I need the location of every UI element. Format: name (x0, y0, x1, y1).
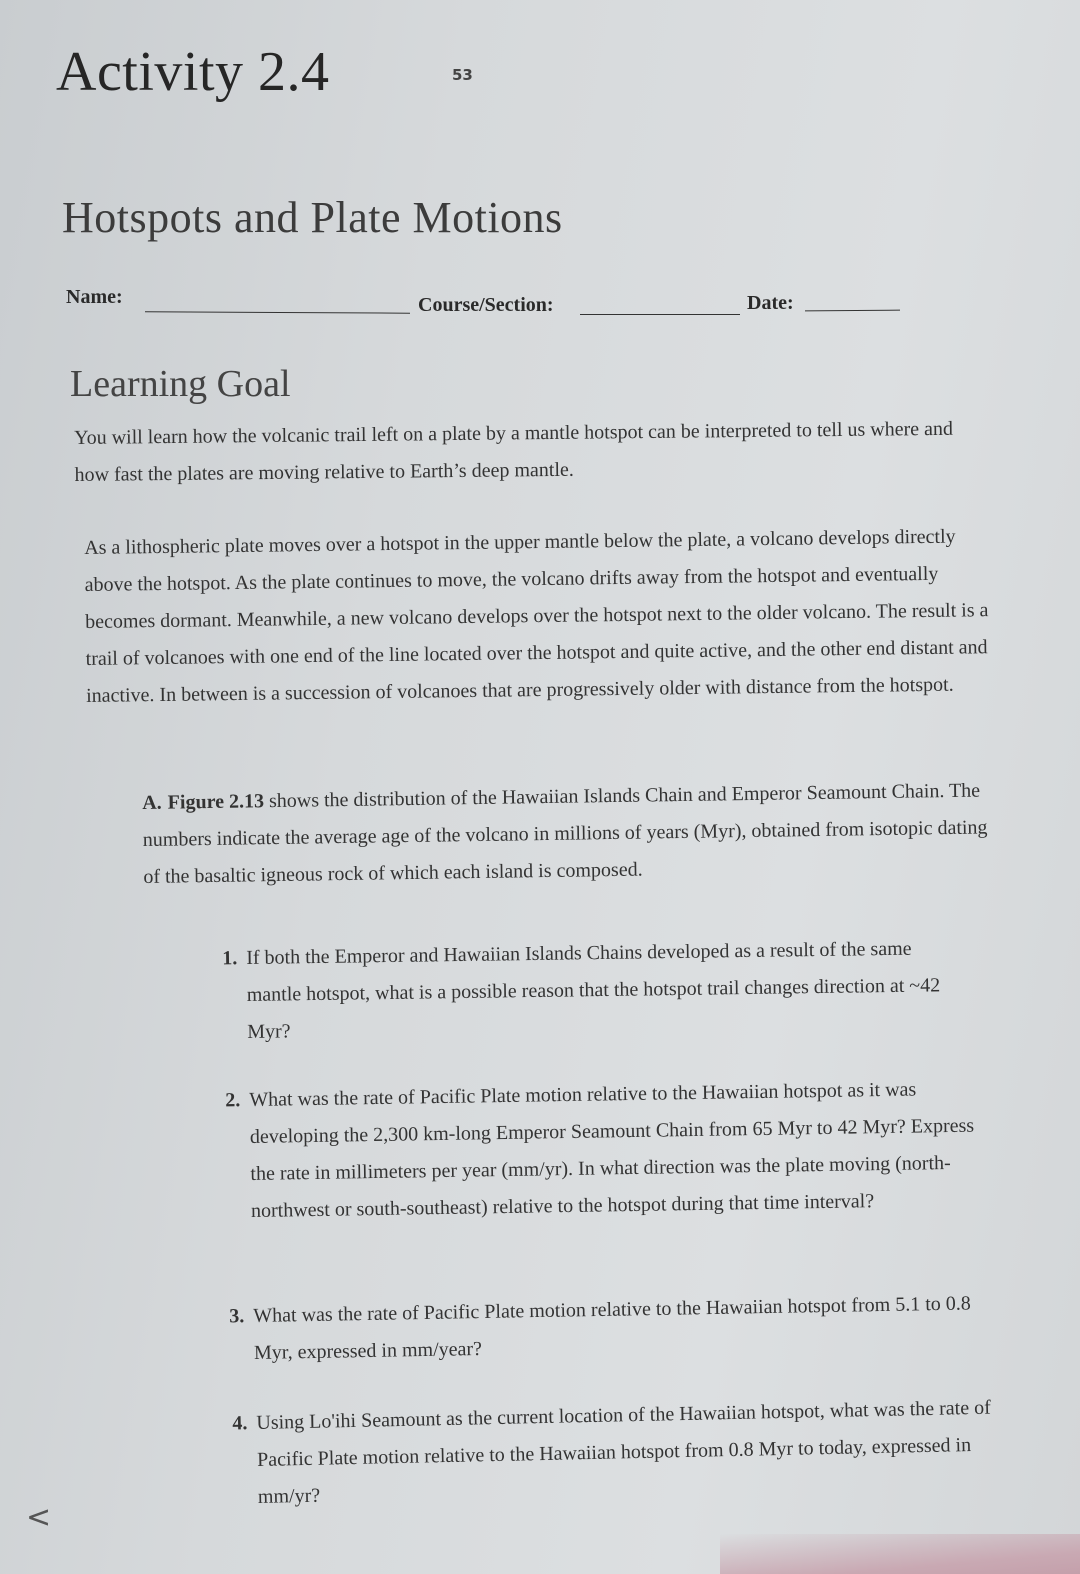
page-corner-shadow (720, 1534, 1080, 1574)
back-arrow-icon[interactable]: < (26, 1500, 52, 1535)
subquestion-number: 4. (232, 1412, 248, 1435)
course-section-field-line (580, 314, 740, 315)
date-label: Date: (747, 292, 794, 314)
subquestion-text: What was the rate of Pacific Plate motion relative to the Hawaiian hotspot from 5.1 to 0.8 Myr, expressed in mm/year? (253, 1292, 971, 1364)
page-title: Hotspots and Plate Motions (62, 193, 563, 242)
question-a-text: shows the distribution of the Hawaiian Islands Chain and Emperor Seamount Chain. The numbers indicate the average age of the volcano in millions of years (Myr), obtained from isotopic dating of the basaltic igneous rock of which each island is composed. (142, 779, 988, 888)
intro-paragraph: As a lithospheric plate moves over a hotspot in the upper mantle below the plate, a volcano develops directly above the hotspot. As the plate continues to move, the volcano drifts away from the hotspot and eventually becomes dormant. Meanwhile, a new volcano develops over the hotspot next to the older volcano. The result is a trail of volcanoes with one end of the line located over the hotspot and quite active, and the other end distant and inactive. In between is a succession of volcanoes that are progressively older with distance from the hotspot. (84, 525, 989, 707)
subquestion-4 (232, 1389, 1003, 1516)
subquestion-2 (225, 1070, 996, 1230)
name-field-line (145, 311, 410, 313)
subquestion-number: 1. (222, 947, 238, 970)
course-section-label: Course/Section: (418, 294, 554, 316)
question-a-letter: A. (142, 791, 162, 814)
learning-goal-text: You will learn how the volcanic trail left on a plate by a mantle hotspot can be interpreted to tell us where and how fast the plates are moving relative to Earth’s deep mantle. (74, 417, 954, 486)
question-a (142, 772, 1004, 896)
subquestion-3 (229, 1285, 994, 1372)
subquestion-text: What was the rate of Pacific Plate motion relative to the Hawaiian hotspot as it was developing the 2,300 km-long Emperor Seamount Chain from 65 Myr to 42 Myr? Express the rate in millimeters per year (mm/yr). In what direction was the plate moving (north-northwest or south-southeast) relative to the hotspot during that time interval? (249, 1078, 975, 1222)
subquestion-1 (222, 930, 967, 1051)
learning-goal-heading: Learning Goal (70, 363, 291, 405)
date-field-line (805, 310, 900, 312)
subquestion-number: 3. (229, 1305, 245, 1328)
subquestion-text: If both the Emperor and Hawaiian Islands Chains developed as a result of the same mantle hotspot, what is a possible reason that the hotspot trail changes direction at ~42 Myr? (246, 937, 941, 1043)
name-label: Name: (66, 286, 123, 308)
page-number: 53 (452, 66, 473, 84)
figure-reference: Figure 2.13 (167, 790, 265, 814)
subquestion-number: 2. (225, 1089, 241, 1112)
subquestion-text: Using Lo'ihi Seamount as the current location of the Hawaiian hotspot, what was the rate of Pacific Plate motion relative to the Hawaiian hotspot from 0.8 Myr to today, expressed in mm/yr? (256, 1396, 991, 1508)
activity-title: Activity 2.4 (56, 41, 330, 103)
